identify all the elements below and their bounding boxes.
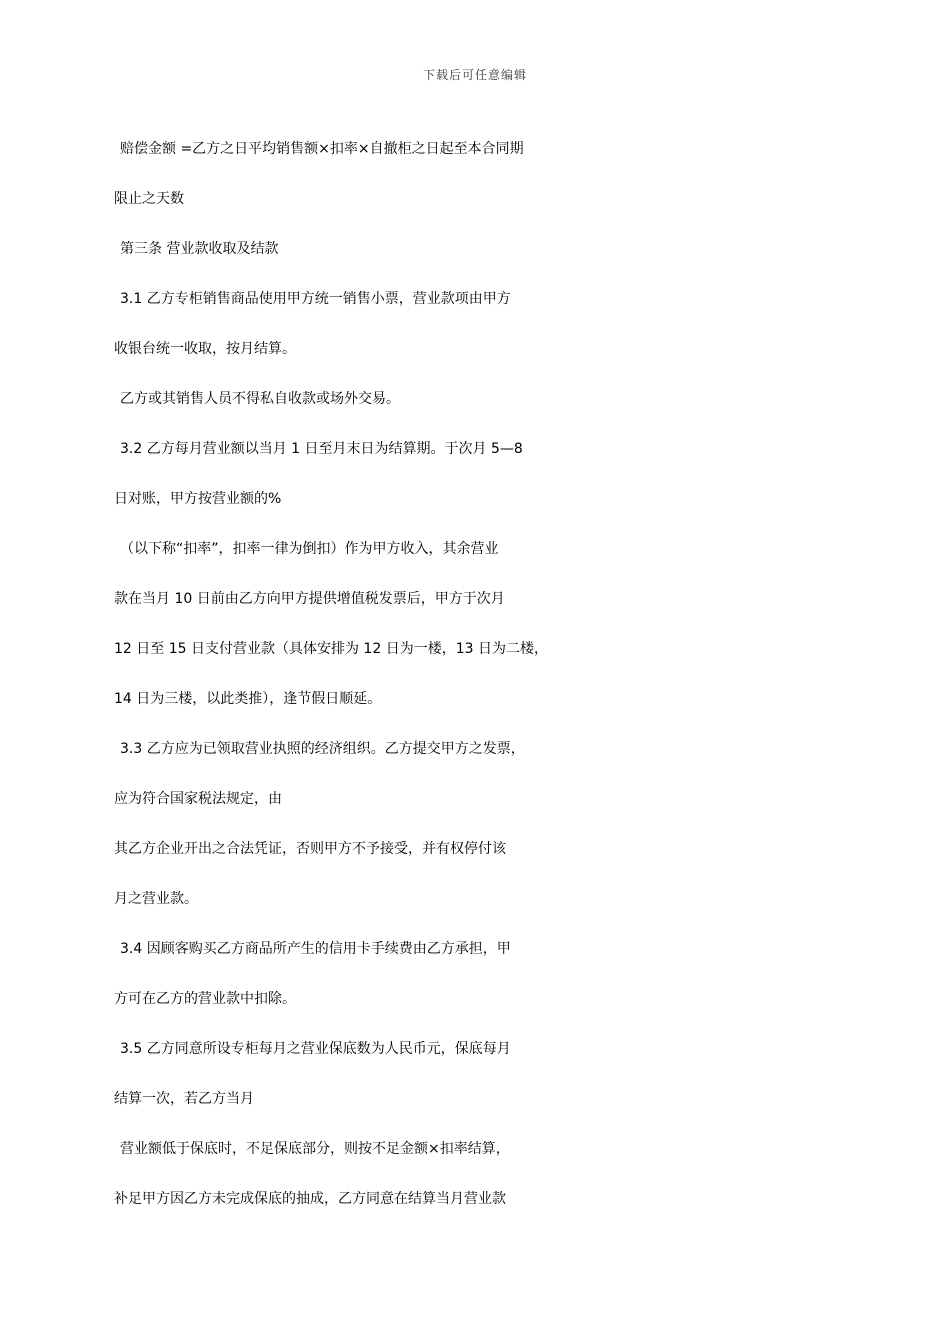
text-line: 补足甲方因乙方未完成保底的抽成，乙方同意在结算当月营业款: [114, 1191, 506, 1207]
text-line: （以下称“扣率”，扣率一律为倒扣）作为甲方收入，其余营业: [120, 541, 499, 557]
text-line: 应为符合国家税法规定，由: [114, 791, 282, 807]
text-line: 赔偿金额 =乙方之日平均销售额×扣率×自撤柜之日起至本合同期: [120, 141, 524, 157]
text-line: 营业额低于保底时，不足保底部分，则按不足金额×扣率结算，: [120, 1141, 510, 1157]
text-line: 款在当月 10 日前由乙方向甲方提供增值税发票后，甲方于次月: [114, 591, 505, 607]
text-line: 乙方或其销售人员不得私自收款或场外交易。: [120, 391, 400, 407]
text-line: 3.4 因顾客购买乙方商品所产生的信用卡手续费由乙方承担，甲: [120, 941, 511, 957]
document-body: [114, 128, 864, 1228]
text-line: 月之营业款。: [114, 891, 198, 907]
text-line: 其乙方企业开出之合法凭证，否则甲方不予接受，并有权停付该: [114, 841, 506, 857]
text-line: 3.5 乙方同意所设专柜每月之营业保底数为人民币元，保底每月: [120, 1041, 511, 1057]
text-line: 收银台统一收取，按月结算。: [114, 341, 296, 357]
text-line: 3.3 乙方应为已领取营业执照的经济组织。乙方提交甲方之发票，: [120, 741, 525, 757]
text-line: 限止之天数: [114, 191, 184, 207]
text-line: 3.1 乙方专柜销售商品使用甲方统一销售小票，营业款项由甲方: [120, 291, 511, 307]
text-line: 结算一次，若乙方当月: [114, 1091, 254, 1107]
text-line: 方可在乙方的营业款中扣除。: [114, 991, 296, 1007]
text-line: 12 日至 15 日支付营业款（具体安排为 12 日为一楼，13 日为二楼，: [114, 641, 548, 657]
text-line: 日对账，甲方按营业额的%: [114, 491, 282, 507]
text-line: 第三条 营业款收取及结款: [120, 241, 279, 257]
text-line: 3.2 乙方每月营业额以当月 1 日至月末日为结算期。于次月 5—8: [120, 441, 523, 457]
text-line: 14 日为三楼，以此类推），逢节假日顺延。: [114, 691, 382, 707]
page-header: 下载后可任意编辑: [422, 68, 527, 82]
